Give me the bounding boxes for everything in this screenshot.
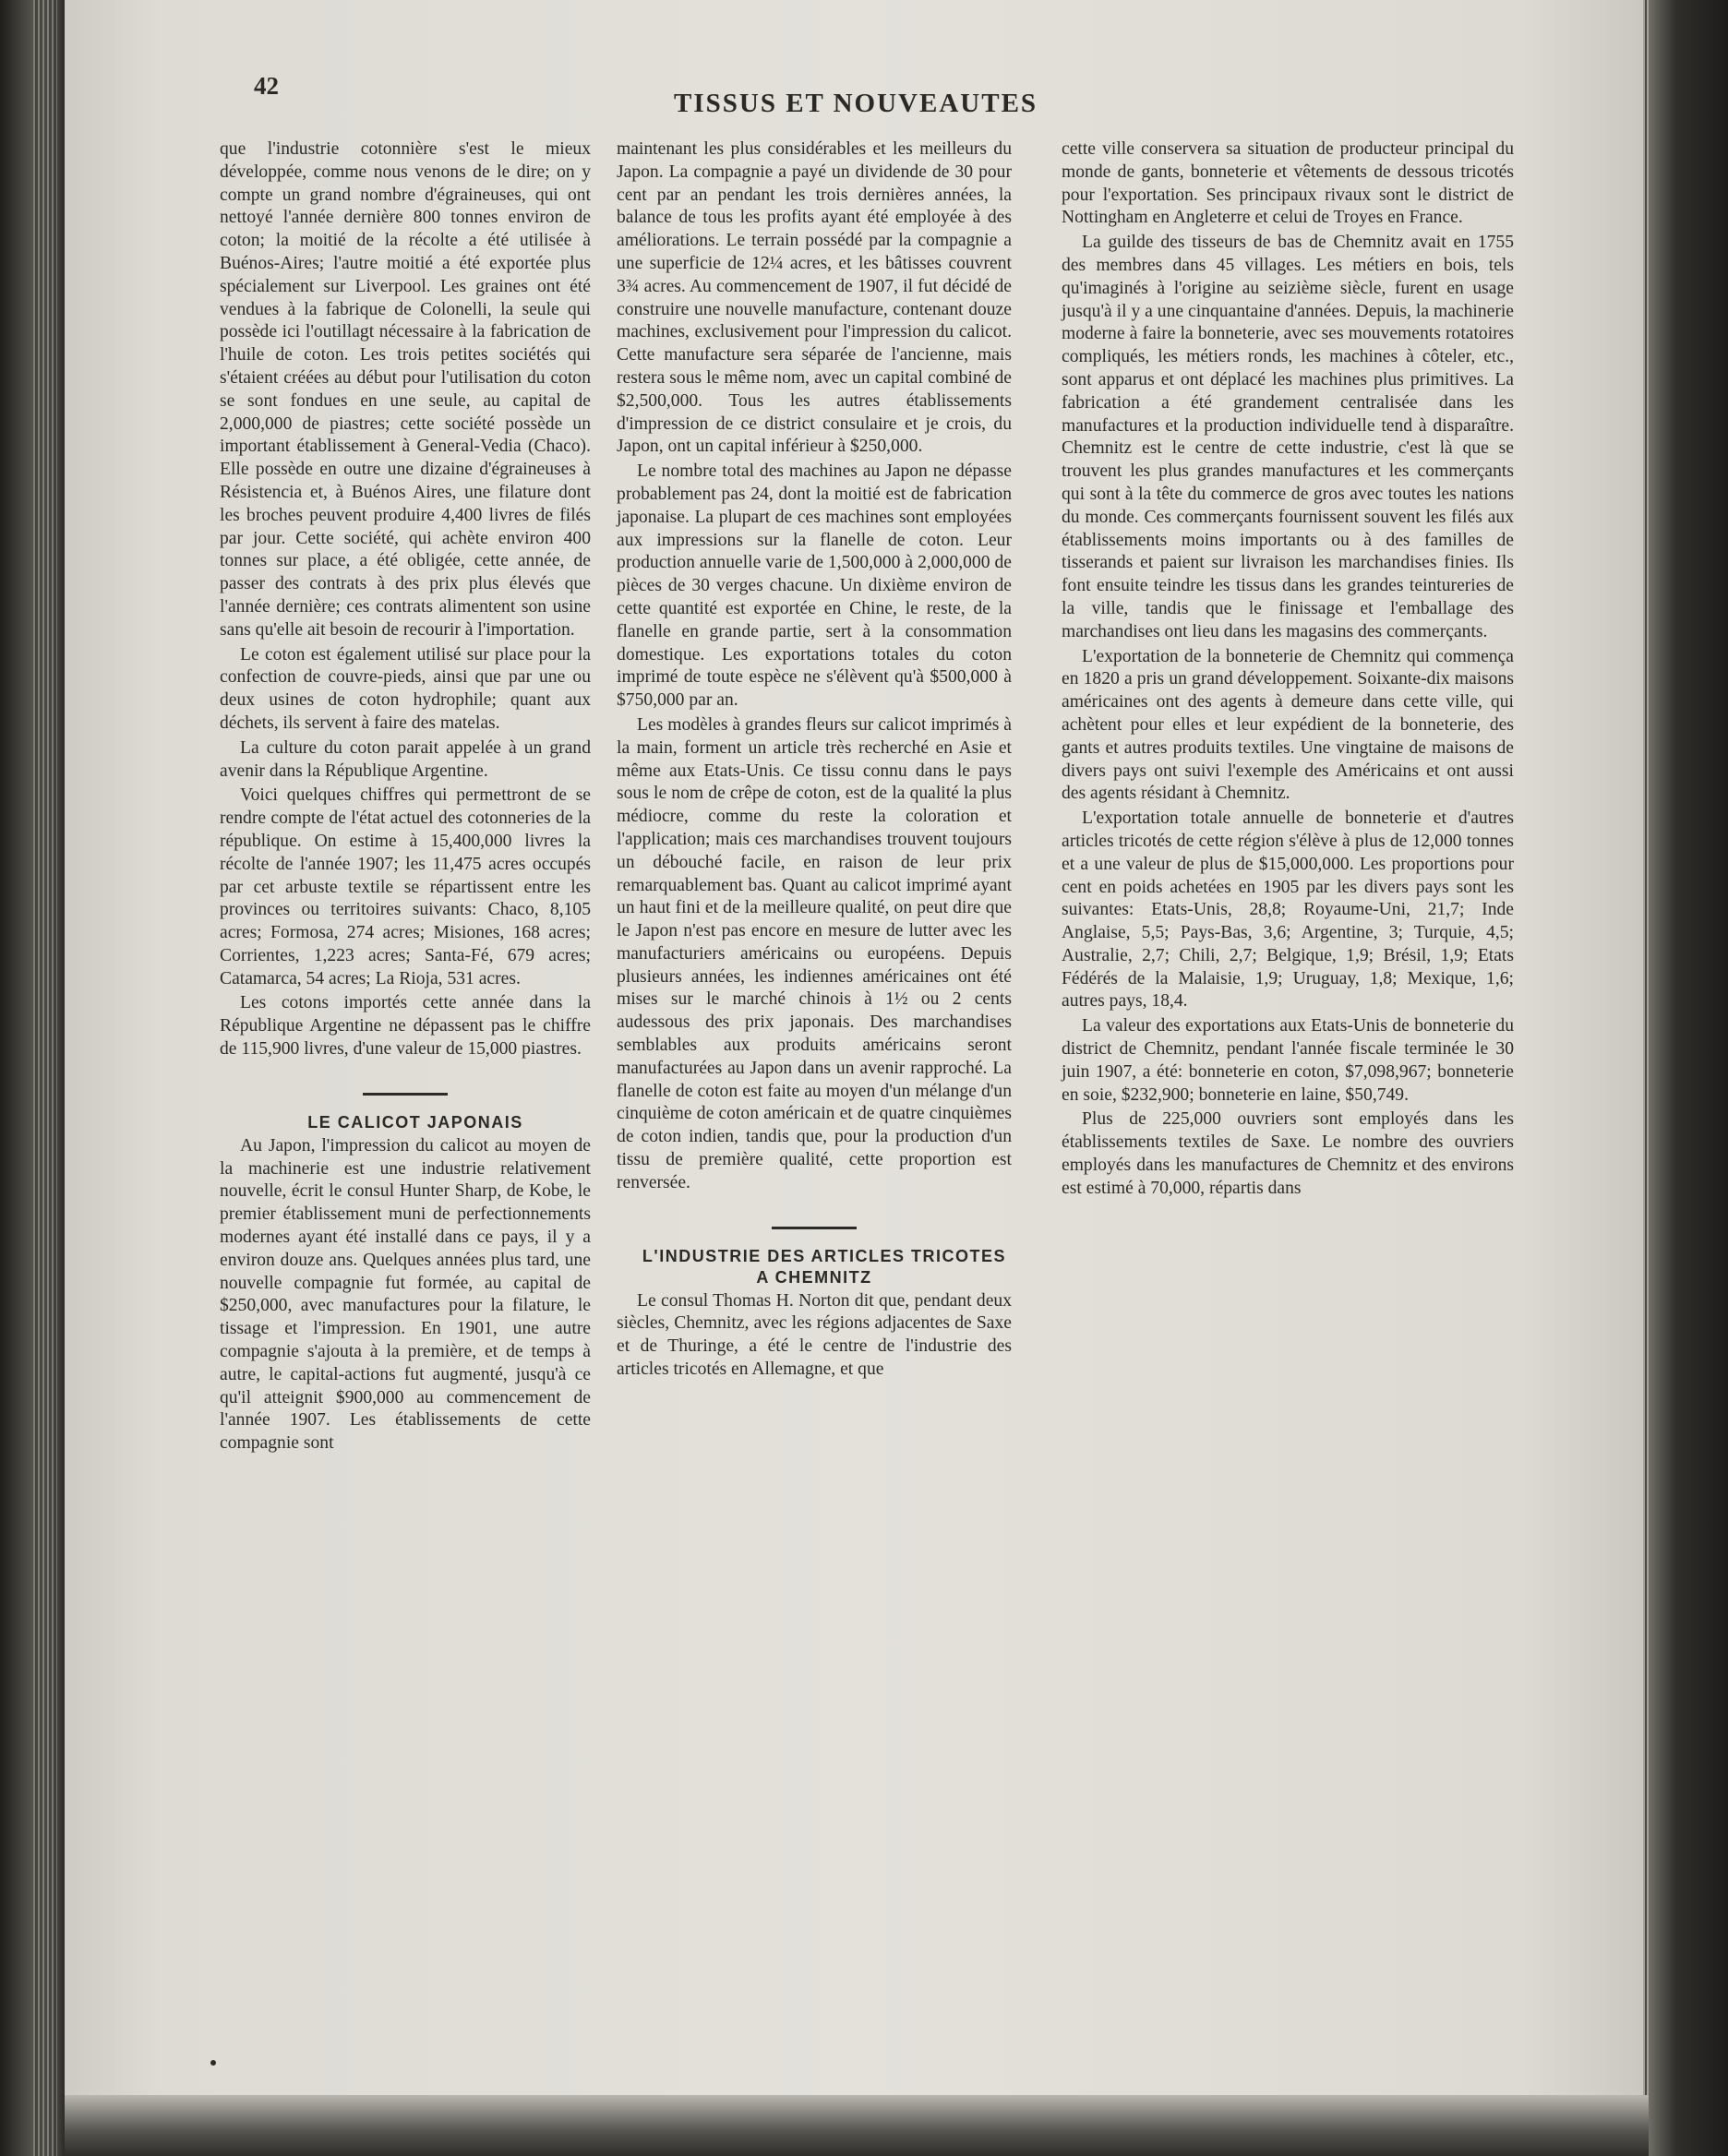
paragraph: Au Japon, l'impression du calicot au moyen de la machinerie est une industrie relativement nouvelle, écrit le consul Hunter Sharp, de Kobe, le premier établissement muni de perfectionnements modernes ayant été installé dans ce pays, il y a environ douze ans. Quelques années plus tard, une nouvelle compagnie fut formée, au capital de $250,000, avec manufactures pour la filature, le tissage et l'impression. En 1901, une autre compagnie s'ajouta à la première, et de temps à autre, le capital-actions fut augmenté, jusqu'à ce qu'il atteignit $900,000 au commencement de l'année 1907. Les établissements de cette compagnie sont: [220, 1135, 591, 1454]
paragraph: Voici quelques chiffres qui permettront de se rendre compte de l'état actuel des cotonneries de la république. On estime à 15,400,000 livres la récolte de l'année 1907; les 11,475 acres occupés par cet arbuste textile se répartissent entre les provinces ou territoires suivants: Chaco, 8,105 acres; Formosa, 274 acres; Misiones, 168 acres; Corrientes, 1,223 acres; Santa-Fé, 679 acres; Catamarca, 54 acres; La Rioja, 531 acres.: [220, 785, 591, 988]
paragraph: Les cotons importés cette année dans la République Argentine ne dépassent pas le chiffre de 115,900 livres, d'une valeur de 15,000 piastres.: [220, 993, 591, 1060]
section-divider: [772, 1227, 857, 1229]
paragraph: La valeur des exportations aux Etats-Unis de bonneterie du district de Chemnitz, pendant l'année fiscale terminée le 30 juin 1907, a été: bonneterie en coton, $7,098,967; bonneterie en soie, $232,900; bonneterie en laine, $50,749.: [1062, 1016, 1514, 1105]
ink-dot: [210, 2060, 216, 2066]
running-head: TISSUS ET NOUVEAUTES: [674, 89, 1038, 118]
paragraph: Les modèles à grandes fleurs sur calicot imprimés à la main, forment un article très recherché en Asie et même aux Etats-Unis. Ce tissu connu dans le pays sous le nom de crêpe de coton, est de la qualité la plus médiocre, comme du reste la coloration et l'application; mais ces marchandises trouvent toujours un débouché facile, en raison de leur prix remarquablement bas. Quant au calicot imprimé ayant un haut fini et de la meilleure qualité, on peut dire que le Japon n'est pas encore en mesure de lutter avec les manufacturiers américains ou européens. Depuis plusieurs années, les indiennes américaines ont été mises sur le marché chinois à 1½ ou 2 cents audessous des prix japonais. Des marchandises semblables aux produits américains seront manufacturées au Japon dans un avenir rapproché. La flanelle de coton est faite au moyen d'un mélange d'un cinquième de coton américain et de quatre cinquièmes de coton indien, tandis que, pour la production d'un tissu de première qualité, cette proportion est renversée.: [617, 714, 1012, 1192]
text-column-2: [617, 138, 1012, 1383]
page-number: 42: [254, 72, 279, 100]
text-column-1: [220, 138, 591, 1457]
paragraph: cette ville conservera sa situation de producteur principal du monde de gants, bonneterie et vêtements de dessous tricotés pour l'exportation. Ses principaux rivaux sont le district de Nottingham en Angleterre et celui de Troyes en France.: [1062, 139, 1514, 228]
paragraph: La culture du coton parait appelée à un grand avenir dans la République Argentine.: [220, 737, 591, 781]
paragraph: maintenant les plus considérables et les meilleurs du Japon. La compagnie a payé un dividende de 30 pour cent par an pendant les trois dernières années, la balance de tous les profits ayant été employée à des améliorations. Le terrain possédé par la compagnie a une superficie de 12¼ acres, et les bâtisses couvrent 3¾ acres. Au commencement de 1907, il fut décidé de construire une nouvelle manufacture, contenant douze machines, exclusivement pour l'impression du calicot. Cette manufacture sera séparée de l'ancienne, mais restera sous le même nom, avec un capital combiné de $2,500,000. Tous les autres établissements d'impression de ce district consulaire et je crois, du Japon, ont un capital inférieur à $250,000.: [617, 139, 1012, 457]
paragraph: La guilde des tisseurs de bas de Chemnitz avait en 1755 des membres dans 45 villages. Les métiers en bois, tels qu'imaginés à l'origine au seizième siècle, furent en usage jusqu'à il y a une cinquantaine d'années. Depuis, la machinerie moderne à faire la bonneterie, avec ses mouvements rotatoires compliqués, les métiers ronds, les machines à côteler, etc., sont apparus et ont déplacé les machines plus primitives. La fabrication a été grandement centralisée dans les manufactures et la production individuelle tend à disparaître. Chemnitz est le centre de cette industrie, c'est là que se trouvent les plus grandes manufactures et les commerçants qui sont à la tête du commerce de gros avec toutes les nations du monde. Ces commerçants fournissent souvent les filés aux établissements moins importants ou à des familles de tisserands et paient sur livraison les marchandises finies. Ils font ensuite teindre les tissus dans les grandes teintureries de la ville, tandis que le finissage et l'emballage des marchandises ont lieu dans les magasins des commerçants.: [1062, 233, 1514, 641]
book-edge-bottom: [65, 2095, 1649, 2156]
paragraph: Plus de 225,000 ouvriers sont employés dans les établissements textiles de Saxe. Le nombre des ouvriers employés dans les manufactures de Chemnitz et des environs est estimé à 70,000, répartis dans: [1062, 1109, 1514, 1198]
paragraph: que l'industrie cotonnière s'est le mieux développée, comme nous venons de le dire; on y compte un grand nombre d'égraineuses, qui ont nettoyé l'année dernière 800 tonnes environ de coton; la moitié de la récolte a été utilisée à Buénos-Aires; l'autre moitié a été exportée plus spécialement sur Liverpool. Les graines ont été vendues à la fabrique de Colonelli, la seule qui possède ici l'outillagt nécessaire à la fabrication de l'huile de coton. Les trois petites sociétés qui s'étaient créées au début pour l'utilisation du coton se sont fondues en une seule, au capital de 2,000,000 de piastres; cette société possède un important établissement à General-Vedia (Chaco). Elle possède en outre une dizaine d'égraineuses à Résistencia et, à Buénos Aires, une filature dont les broches peuvent produire 4,400 livres de filés par jour. Cette société, qui achète environ 400 tonnes sur place, a été obligée, cette année, de passer des contrats à des prix plus élevés que l'année dernière; ces contrats alimentent son usine sans qu'elle ait besoin de recourir à l'importation.: [220, 139, 591, 640]
section-title: LE CALICOT JAPONAIS: [307, 1112, 523, 1132]
paragraph: L'exportation de la bonneterie de Chemnitz qui commença en 1820 a pris un grand développement. Soixante-dix maisons américaines ont des agents à demeure dans cette ville, qui achètent pour elles et leur expédient de la bonneterie, des gants et autres produits textiles. Une vingtaine de maisons de divers pays ont suivi l'exemple des Américains et ont aussi des agents résidant à Chemnitz.: [1062, 646, 1514, 804]
book-edge-right: [1649, 0, 1728, 2156]
paragraph: Le nombre total des machines au Japon ne dépasse probablement pas 24, dont la moitié est de fabrication japonaise. La plupart de ces machines sont employées aux impressions sur la flanelle de coton. Leur production annuelle varie de 1,500,000 à 2,000,000 de pièces de 30 verges chacune. Un dixième environ de cette quantité est exportée en Chine, le reste, de la flanelle en grande partie, sert à la consommation domestique. Les exportations totales du coton imprimé de toute espèce ne s'élèvent qu'à $500,000 à $750,000 par an.: [617, 461, 1012, 711]
paragraph: L'exportation totale annuelle de bonneterie et d'autres articles tricotés de cette région s'élève à plus de 12,000 tonnes et a une valeur de plus de $15,000,000. Les proportions pour cent en poids achetées en 1905 par les divers pays sont les suivantes: Etats-Unis, 28,8; Royaume-Uni, 21,7; Inde Anglaise, 5,5; Pays-Bas, 3,6; Argentine, 3; Turquie, 4,5; Australie, 2,7; Chili, 2,7; Belgique, 1,9; Brésil, 1,9; Etats Fédérés de la Malaisie, 1,9; Uruguay, 1,8; Mexique, 1,6; autres pays, 18,4.: [1062, 808, 1514, 1012]
page-stack-left: [33, 0, 57, 2156]
section-title: L'INDUSTRIE DES ARTICLES TRICOTES A CHEMNITZ: [642, 1246, 1007, 1287]
text-column-3: [1062, 138, 1514, 1203]
paragraph: Le consul Thomas H. Norton dit que, pendant deux siècles, Chemnitz, avec les régions adjacentes de Saxe et de Thuringe, a été le centre de l'industrie des articles tricotés en Allemagne, et que: [617, 1290, 1012, 1380]
section-divider: [363, 1093, 448, 1096]
paragraph: Le coton est également utilisé sur place pour la confection de couvre-pieds, ainsi que par une ou deux usines de coton hydrophile; quant aux déchets, ils servent à faire des matelas.: [220, 644, 591, 733]
